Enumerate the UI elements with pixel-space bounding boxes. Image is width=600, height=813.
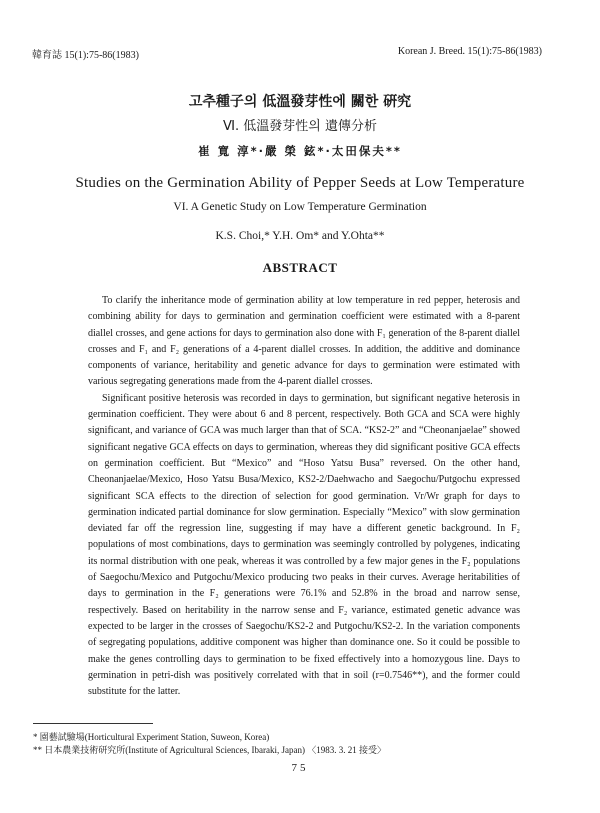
english-subtitle: VI. A Genetic Study on Low Temperature Germination xyxy=(173,201,427,213)
english-title: Studies on the Germination Ability of Pepper Seeds at Low Temperature xyxy=(75,175,525,191)
footnote-divider xyxy=(33,723,153,724)
abstract-body xyxy=(88,293,520,700)
korean-authors: 崔 寬 淳*·嚴 榮 鉉*·太田保夫** xyxy=(198,144,402,158)
page-number: 75 xyxy=(291,762,309,774)
abstract-paragraph-2: Significant positive heterosis was recorded in days to germination, but significant negative heterosis in germination coefficient. They were about 6 and 8 percent, respectively. Both GCA and SCA were highly significant, and variance of GCA was much larger than that of SCA. “KS2-2” and “Cheonanjaelae” showed significant negative GCA effects on days to germination, whereas they did significant positive GCA effects on germination coefficient. But “Mexico” and “Hoso Yatsu Busa” reversed. On the other hand, Cheonanjaelae/Mexico, Hoso Yatsu Busa/Mexico, KS2-2/Daehwacho and Saegochu/Putgochu expressed significant SCA effects to the direction of selection for good germination. Vr/Wr graph for days to germination indicated partial dominance for slow germination. Especially “Mexico” with slow germination deviated far off the regression line, suggesting if may have a different genetic background. In F₂ populations of most combinations, days to germination was seemingly controlled by polygenes, indicating its normal distribution with one peak, whereas it was controlled by a few major genes in the F₂ populations of Saegochu/Mexico and Putgochu/Mexico producing two peaks in their curves. Average heritabilities of days to germination in the F₂ generations were 76.1% and 52.8% in the broad and narrow sense, respectively. Based on heritability in the narrow sense and F₂ variance, estimated genetic advance was expected to be larger in the crosses of Saegochu/KS2-2 and Putgochu/KS2-2. In the variation components of segregating populations, additive component was higher than dominance one. So it could be possible to make the genes controlling days to germination to be fixed effectively into a homozygous line. Days to germination in petri-dish was positively correlated with that in soil (r=0.7546**), and the former could substitute for the latter. xyxy=(88,392,520,698)
abstract-paragraph-1: To clarify the inheritance mode of germination ability at low temperature in red pepper, heterosis and combining ability for days to germination and germination coefficient were estimated with a 8-parent diallel crosses, and gene actions for days to germination also done with F₁ generation of the 8-parent diallel crosses and F₁ and F₂ generations of a 4-parent diallel crosses. In addition, the additive and dominance components of variance, heritability and genetic advance for days to germination were estimated with various segregating generations made from the 4-parent diallel crosses. xyxy=(88,295,520,388)
footnote-2: ** 日本農業技術研究所(Institute of Agricultural Sciences, Ibaraki, Japan) 〈1983. 3. 21 接受〉 xyxy=(33,745,386,755)
korean-title: 고추種子의 低溫發芽性에 關한 硏究 xyxy=(188,94,412,110)
english-authors: K.S. Choi,* Y.H. Om* and Y.Ohta** xyxy=(215,230,385,242)
korean-subtitle: Ⅵ. 低溫發芽性의 遺傳分析 xyxy=(223,119,377,134)
abstract-heading: ABSTRACT xyxy=(262,260,338,275)
footnote-1: * 園藝試驗場(Horticultural Experiment Station, Suweon, Korea) xyxy=(33,732,270,742)
journal-citation-english: Korean J. Breed. 15(1):75-86(1983) xyxy=(397,46,542,57)
journal-citation-korean: 韓育誌 15(1):75-86(1983) xyxy=(32,50,139,61)
